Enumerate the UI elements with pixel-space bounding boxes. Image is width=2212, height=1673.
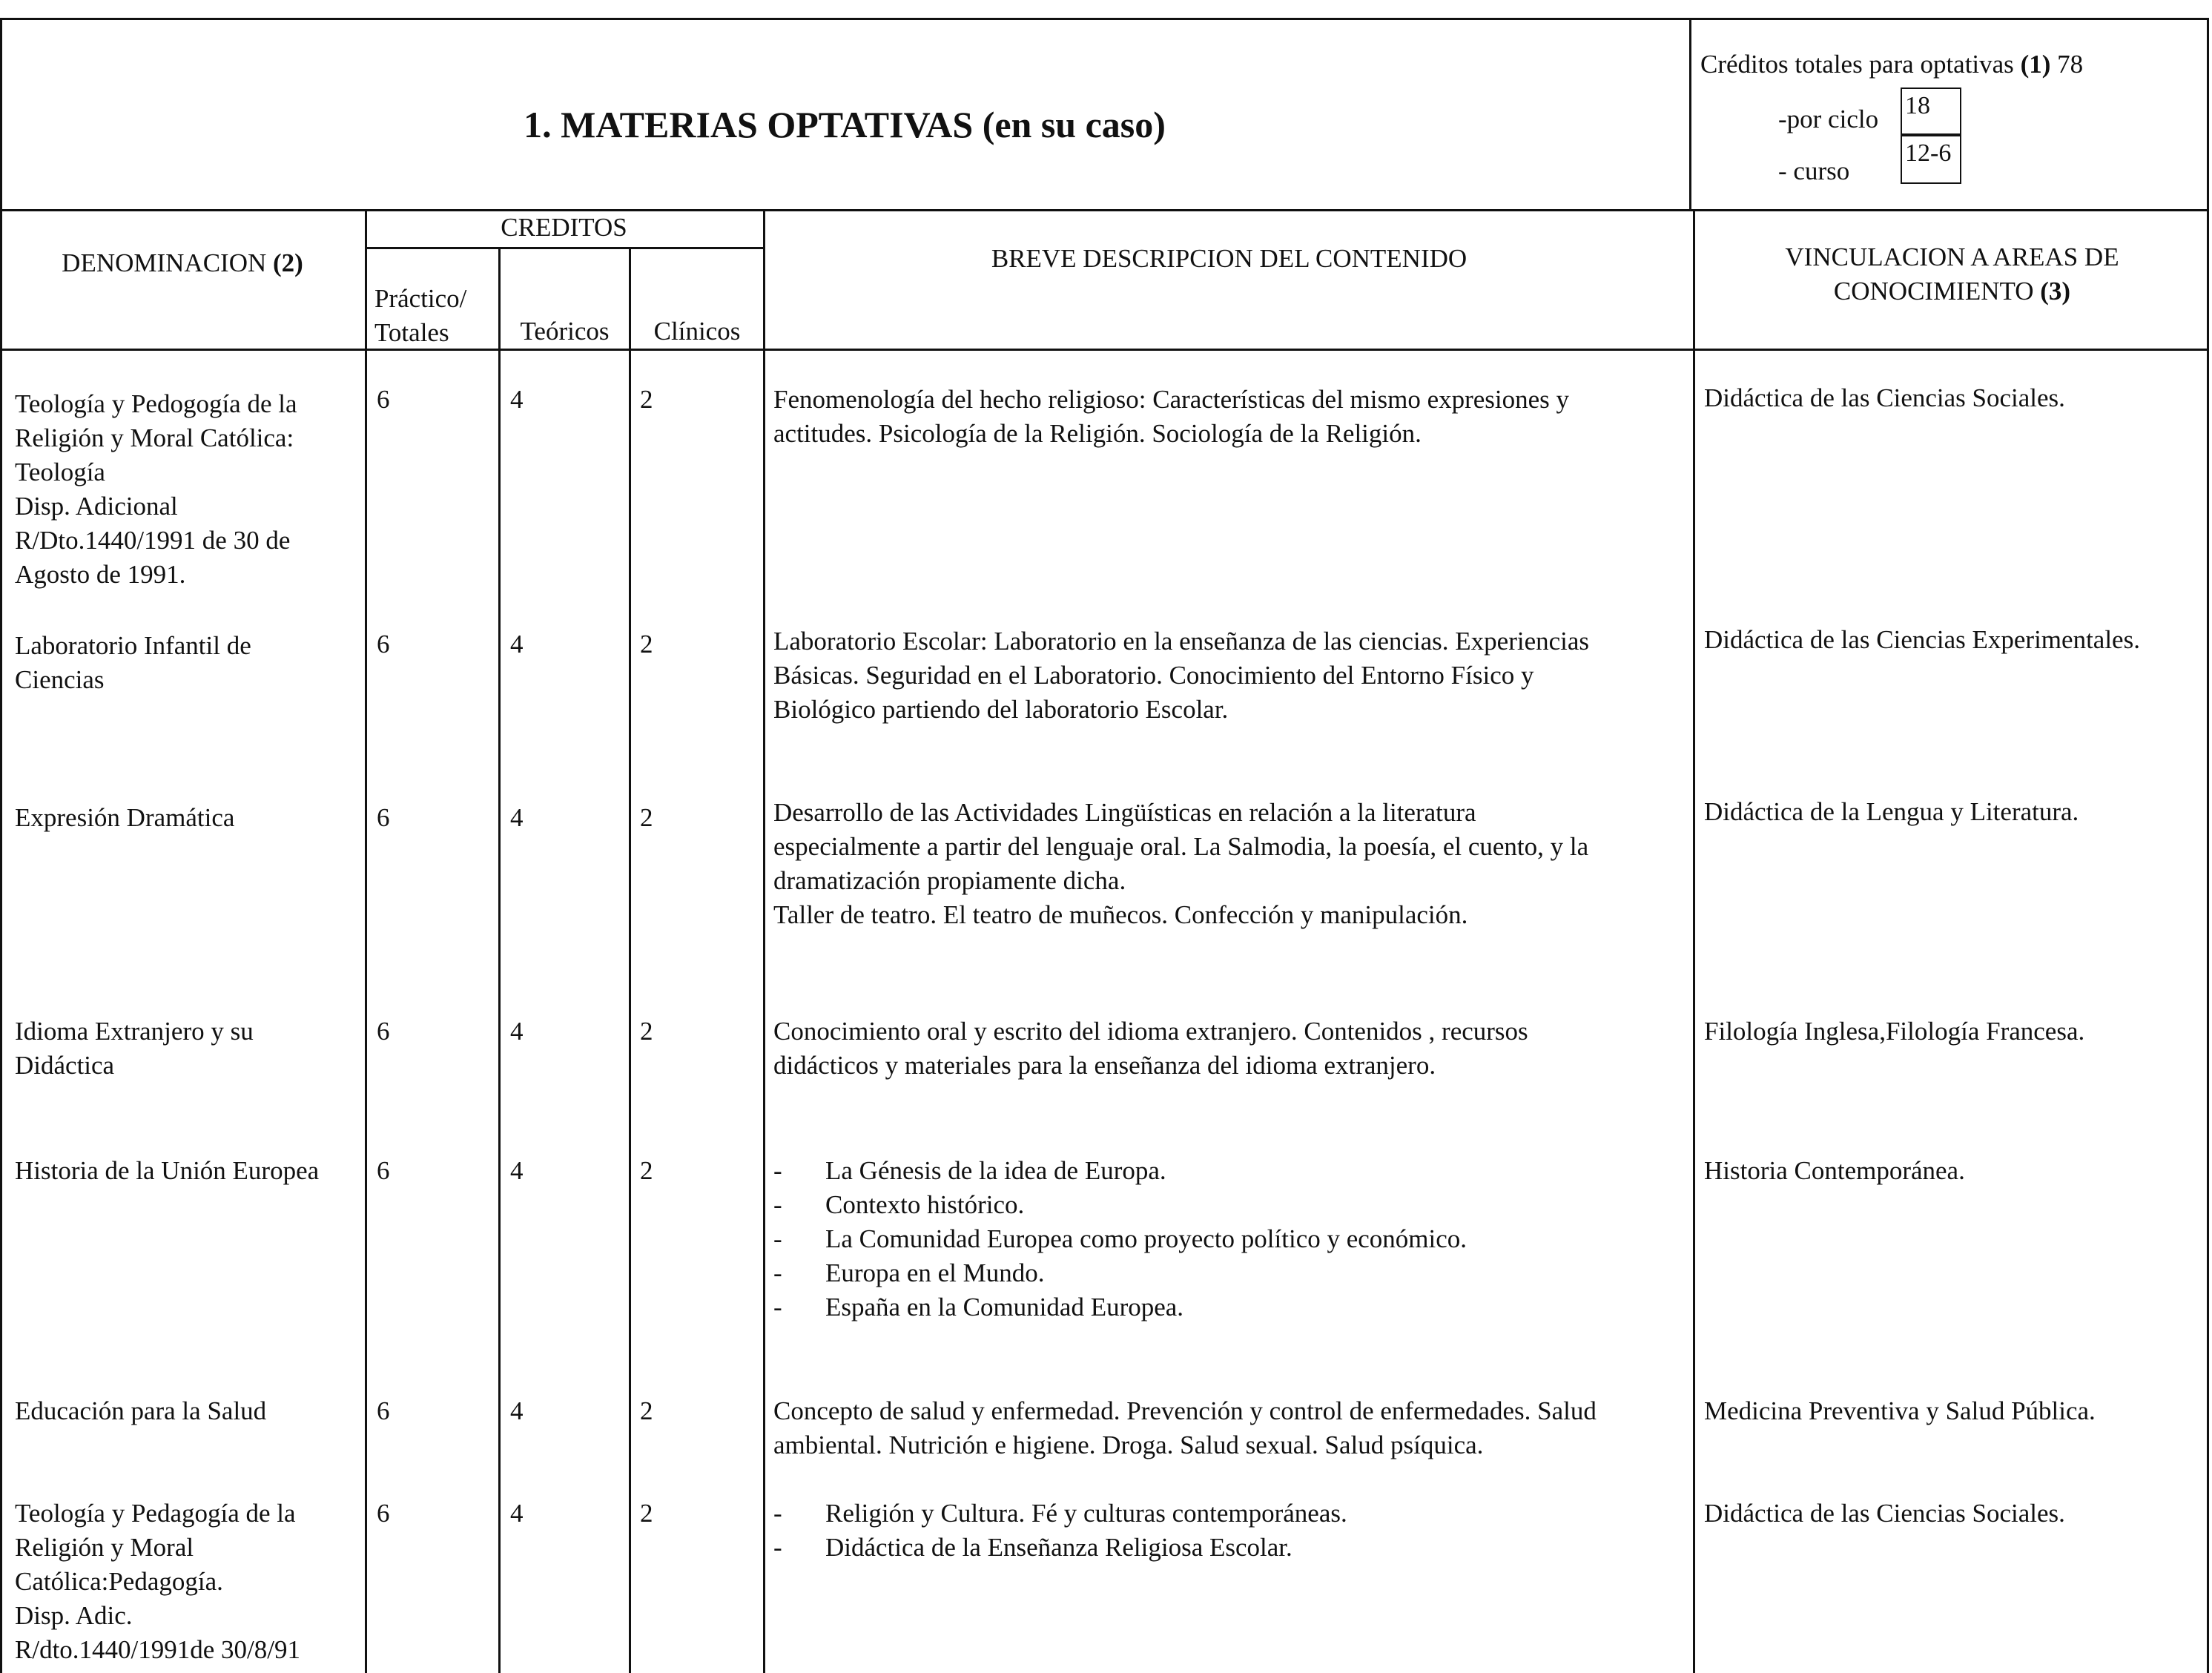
credits-note: (1): [2020, 50, 2051, 79]
list-item: - La Comunidad Europea como proyecto político y económico.: [773, 1222, 1467, 1256]
knowledge-area: Historia Contemporánea.: [1704, 1156, 1965, 1185]
credits-totales: 6: [377, 1156, 390, 1185]
col-header-teoricos: Teóricos: [520, 317, 610, 346]
list-item: - Contexto histórico.: [773, 1188, 1467, 1222]
subject-description: Laboratorio Escolar: Laboratorio en la enseñanza de las ciencias. Experiencias Básicas. Seguridad en el Laboratorio. Conocimiento del Entorno Físico y Biológico partiendo del laboratorio Escolar.: [773, 627, 1590, 724]
credits-clinicos: 2: [640, 630, 653, 659]
credits-totales: 6: [377, 385, 390, 414]
header-divider: [0, 209, 2209, 211]
subject-description: Concepto de salud y enfermedad. Prevención y control de enfermedades. Salud ambiental. Nutrición e higiene. Droga. Salud sexual. Salud psíquica.: [773, 1396, 1597, 1459]
knowledge-area: Medicina Preventiva y Salud Pública.: [1704, 1396, 2096, 1425]
knowledge-area: Didáctica de las Ciencias Experimentales.: [1704, 625, 2140, 654]
col-divider-totales: [498, 247, 501, 1673]
credits-teoricos: 4: [510, 1396, 524, 1425]
practico-line2: Totales: [374, 318, 449, 347]
col-header-denominacion: [0, 246, 365, 280]
col-header-clinicos: Clínicos: [653, 317, 741, 346]
subject-name: Teología y Pedagogía de la Religión y Moral Católica:Pedagogía. Disp. Adic. R/dto.1440/1991de 30/8/91: [15, 1499, 300, 1664]
col-divider-name: [365, 209, 367, 1673]
page-title: 1. MATERIAS OPTATIVAS (en su caso): [524, 104, 1166, 145]
list-item: - La Génesis de la idea de Europa.: [773, 1154, 1467, 1188]
col-divider-description: [1693, 209, 1695, 1673]
col-header-descripcion: BREVE DESCRIPCION DEL CONTENIDO: [991, 244, 1467, 273]
subject-name: Educación para la Salud: [15, 1396, 267, 1425]
credits-teoricos: 4: [510, 1499, 524, 1528]
subject-description: Fenomenología del hecho religioso: Características del mismo expresiones y actitudes. Psicología de la Religión. Sociología de la Religión.: [773, 385, 1570, 448]
subject-name: Expresión Dramática: [15, 803, 235, 832]
knowledge-area: Didáctica de las Ciencias Sociales.: [1704, 1499, 2065, 1528]
col-divider-clinicos: [763, 209, 765, 1673]
list-item: - España en la Comunidad Europea.: [773, 1290, 1467, 1324]
credits-totales: 6: [377, 630, 390, 659]
col-header-vinculacion: [1695, 240, 2209, 308]
subject-description: Desarrollo de las Actividades Lingüísticas en relación a la literatura especialmente a partir del lenguaje oral. La Salmodia, la poesía, el cuento, y la dramatización propiamente dicha. Taller de teatro. El teatro de muñecos. Confección y manipulación.: [773, 798, 1589, 929]
description-bullet-list: [773, 1497, 1347, 1565]
practico-line1: Práctico/: [374, 284, 467, 313]
column-header-divider: [0, 349, 2209, 351]
description-bullet-list: [773, 1154, 1467, 1324]
credits-teoricos: 4: [510, 1017, 524, 1046]
subject-name: Teología y Pedogogía de la Religión y Moral Católica: Teología Disp. Adicional R/Dto.1440/1991 de 30 de Agosto de 1991.: [15, 389, 297, 589]
credits-totales: 6: [377, 1499, 390, 1528]
credits-total-line: [1700, 47, 2083, 82]
creditos-underline: [365, 247, 763, 249]
knowledge-area: Didáctica de la Lengua y Literatura.: [1704, 797, 2079, 826]
credits-clinicos: 2: [640, 1017, 653, 1046]
credits-teoricos: 4: [510, 803, 524, 832]
vinculacion-line1: VINCULACION A AREAS DE: [1785, 242, 2119, 271]
col-header-practico: [374, 282, 466, 350]
credits-totales: 6: [377, 803, 390, 832]
credits-clinicos: 2: [640, 385, 653, 414]
curso-label: - curso: [1778, 156, 1850, 185]
col-header-creditos: CREDITOS: [501, 213, 627, 242]
vinculacion-line2: [1695, 274, 2209, 308]
por-ciclo-box: 18: [1901, 88, 1961, 135]
credits-clinicos: 2: [640, 1396, 653, 1425]
subject-name: Idioma Extranjero y su Didáctica: [15, 1017, 254, 1080]
denominacion-label: DENOMINACION: [62, 248, 267, 277]
subject-name: Laboratorio Infantil de Ciencias: [15, 631, 251, 694]
vinculacion-label: CONOCIMIENTO: [1833, 277, 2034, 306]
curso-box: 12-6: [1901, 135, 1961, 184]
list-item: - Didáctica de la Enseñanza Religiosa Escolar.: [773, 1531, 1347, 1565]
credits-total: 78: [2057, 50, 2084, 79]
subject-name: Historia de la Unión Europea: [15, 1156, 320, 1185]
por-ciclo-label: -por ciclo: [1778, 105, 1879, 133]
credits-totales: 6: [377, 1017, 390, 1046]
credits-clinicos: 2: [640, 1499, 653, 1528]
knowledge-area: Didáctica de las Ciencias Sociales.: [1704, 383, 2065, 412]
credits-totales: 6: [377, 1396, 390, 1425]
header-right-divider: [1689, 18, 1691, 209]
credits-teoricos: 4: [510, 385, 524, 414]
credits-clinicos: 2: [640, 1156, 653, 1185]
knowledge-area: Filología Inglesa,Filología Francesa.: [1704, 1017, 2085, 1046]
credits-teoricos: 4: [510, 630, 524, 659]
credits-teoricos: 4: [510, 1156, 524, 1185]
col-divider-teoricos: [629, 247, 631, 1673]
list-item: - Religión y Cultura. Fé y culturas contemporáneas.: [773, 1497, 1347, 1531]
credits-clinicos: 2: [640, 803, 653, 832]
vinculacion-note: (3): [2040, 277, 2071, 306]
denominacion-note: (2): [273, 248, 303, 277]
subject-description: Conocimiento oral y escrito del idioma extranjero. Contenidos , recursos didácticos y materiales para la enseñanza del idioma extranjero.: [773, 1017, 1528, 1080]
list-item: - Europa en el Mundo.: [773, 1256, 1467, 1290]
credits-label: Créditos totales para optativas: [1700, 50, 2014, 79]
